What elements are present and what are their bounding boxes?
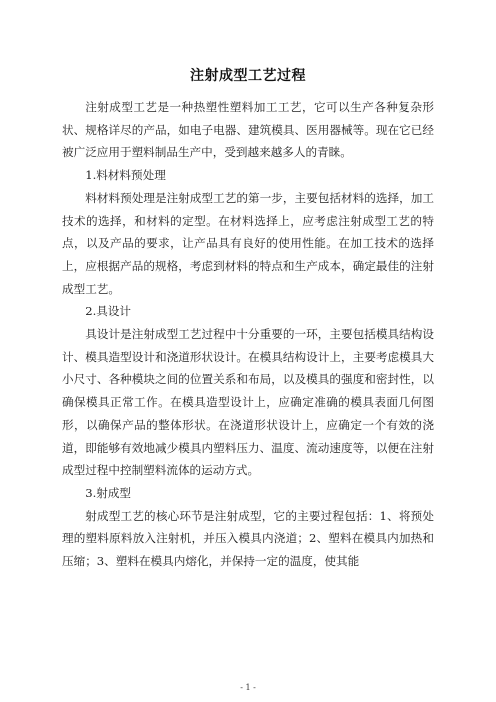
section-paragraph-2: 具设计是注射成型工艺过程中十分重要的一环，主要包括模具结构设计、模具造型设计和浇道形状设计。在模具结构设计上，主要考虑模具大小尺寸、各种模块之间的位置关系和布局，以及模具的强度和密封性，以确保模具正常工作。在模具造型设计上，应确定准确的模具表面几何图形，以确保产品的整体形状。在浇道形状设计上，应确定一个有效的浇道，即能够有效地减少模具内塑料压力、温度、流动速度等，以便在注射成型过程中控制塑料流体的运动方式。 xyxy=(62,327,434,478)
document-body xyxy=(62,96,434,573)
document-title: 注射成型工艺过程 xyxy=(190,68,306,84)
section-paragraph-3: 射成型工艺的核心环节是注射成型，它的主要过程包括：1、将预处理的塑料原料放入注射机，并压入模具内浇道；2、塑料在模具内加热和压缩；3、塑料在模具内熔化，并保持一定的温度，使其能 xyxy=(62,508,434,569)
section-heading-3: 3.射成型 xyxy=(85,485,132,500)
intro-paragraph: 注射成型工艺是一种热塑性塑料加工工艺，它可以生产各种复杂形状、规格详尽的产品，如电子电器、建筑模具、医用器械等。现在它已经被广泛应用于塑料制品生产中，受到越来越多人的青睐。 xyxy=(62,100,434,160)
section-heading-2: 2.具设计 xyxy=(85,304,132,319)
section-heading-1: 1.料材料预处理 xyxy=(85,168,166,183)
section-paragraph-1: 料材料预处理是注射成型工艺的第一步，主要包括材料的选择，加工技术的选择，和材料的定型。在材料选择上，应考虑注射成型工艺的特点，以及产品的要求，让产品具有良好的使用性能。在加工技术的选择上，应根据产品的规格，考虑到材料的特点和生产成本，确定最佳的注射成型工艺。 xyxy=(62,190,434,296)
page-number: - 1 - xyxy=(240,683,256,692)
